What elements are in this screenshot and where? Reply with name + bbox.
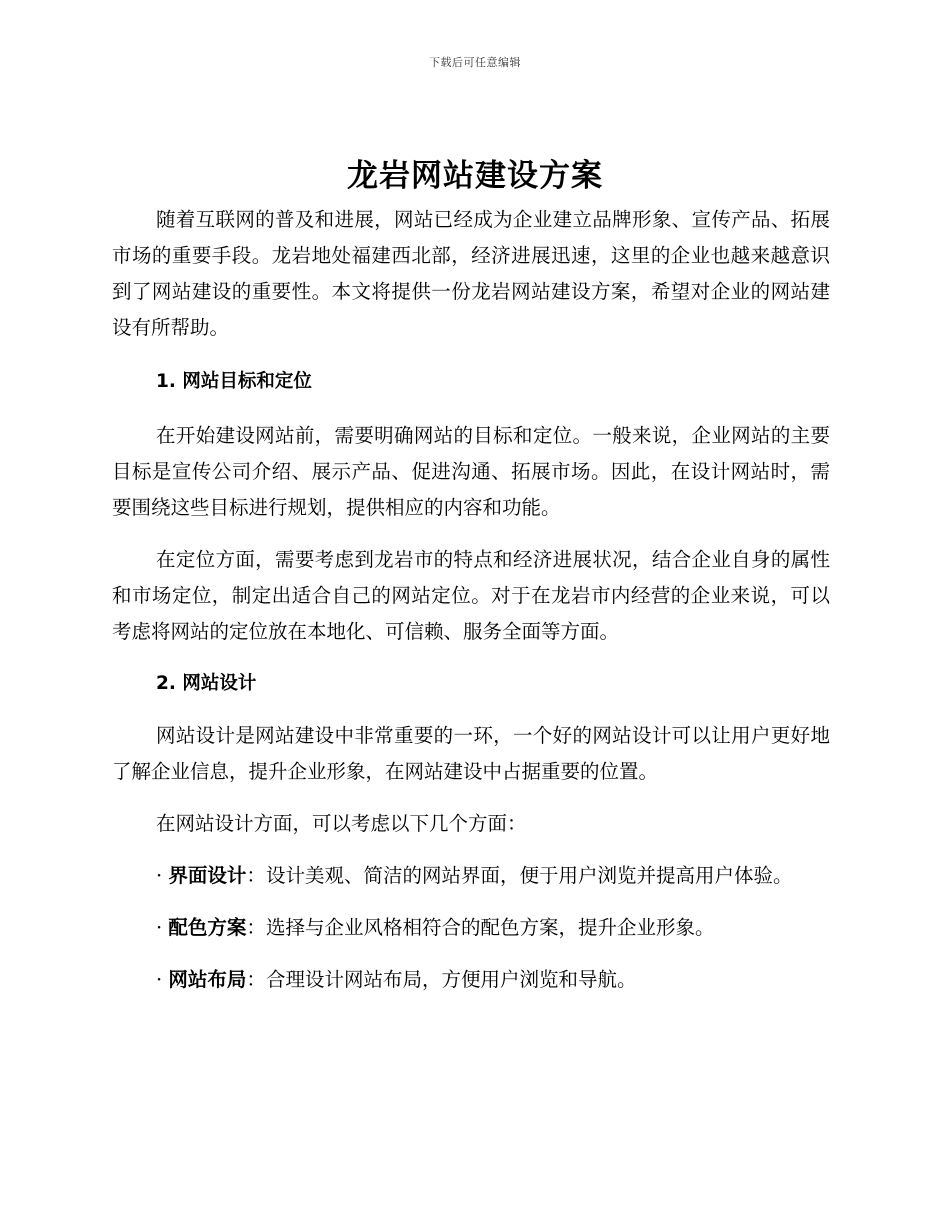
bullet-separator: ： — [246, 916, 266, 939]
bullet-text: 选择与企业风格相符合的配色方案，提升企业形象。 — [265, 916, 715, 939]
section-2-paragraph-2: 在网站设计方面，可以考虑以下几个方面： — [156, 812, 527, 835]
section-1-paragraph-2: 在定位方面，需要考虑到龙岩市的特点和经济进展状况，结合企业自身的属性和市场定位，制定出适合自己的网站定位。对于在龙岩市内经营的企业来说，可以考虑将网站的定位放在本地化、可信赖、服务全面等方面。 — [112, 548, 830, 643]
bullet-item — [112, 962, 830, 998]
section-2-paragraph-1: 网站设计是网站建设中非常重要的一环，一个好的网站设计可以让用户更好地了解企业信息，提升企业形象，在网站建设中占据重要的位置。 — [112, 724, 830, 783]
bullet-key: 网站布局 — [168, 968, 247, 991]
section-2-heading: 2. 网站设计 — [156, 673, 257, 694]
section-1-heading: 1. 网站目标和定位 — [156, 371, 312, 392]
bullet-marker: · — [156, 916, 169, 939]
bullet-marker: · — [156, 968, 169, 991]
document-title: 龙岩网站建设方案 — [347, 158, 603, 194]
section-1-paragraph-1: 在开始建设网站前，需要明确网站的目标和定位。一般来说，企业网站的主要目标是宣传公司介绍、展示产品、促进沟通、拓展市场。因此，在设计网站时，需要围绕这些目标进行规划，提供相应的内容和功能。 — [112, 424, 830, 519]
bullet-item — [112, 910, 830, 946]
bullet-separator: ： — [246, 864, 266, 887]
bullet-marker: · — [156, 864, 169, 887]
bullet-item — [112, 858, 830, 894]
bullet-separator: ： — [246, 968, 266, 991]
document-body — [112, 202, 830, 998]
bullet-key: 界面设计 — [168, 864, 247, 887]
bullet-text: 设计美观、简洁的网站界面，便于用户浏览并提高用户体验。 — [265, 864, 793, 887]
bullet-key: 配色方案 — [168, 916, 247, 939]
header-note: 下载后可任意编辑 — [429, 56, 521, 69]
intro-paragraph: 随着互联网的普及和进展，网站已经成为企业建立品牌形象、宣传产品、拓展市场的重要手段。龙岩地处福建西北部，经济进展迅速，这里的企业也越来越意识到了网站建设的重要性。本文将提供一份龙岩网站建设方案，希望对企业的网站建设有所帮助。 — [112, 208, 830, 339]
bullet-text: 合理设计网站布局，方便用户浏览和导航。 — [265, 968, 637, 991]
